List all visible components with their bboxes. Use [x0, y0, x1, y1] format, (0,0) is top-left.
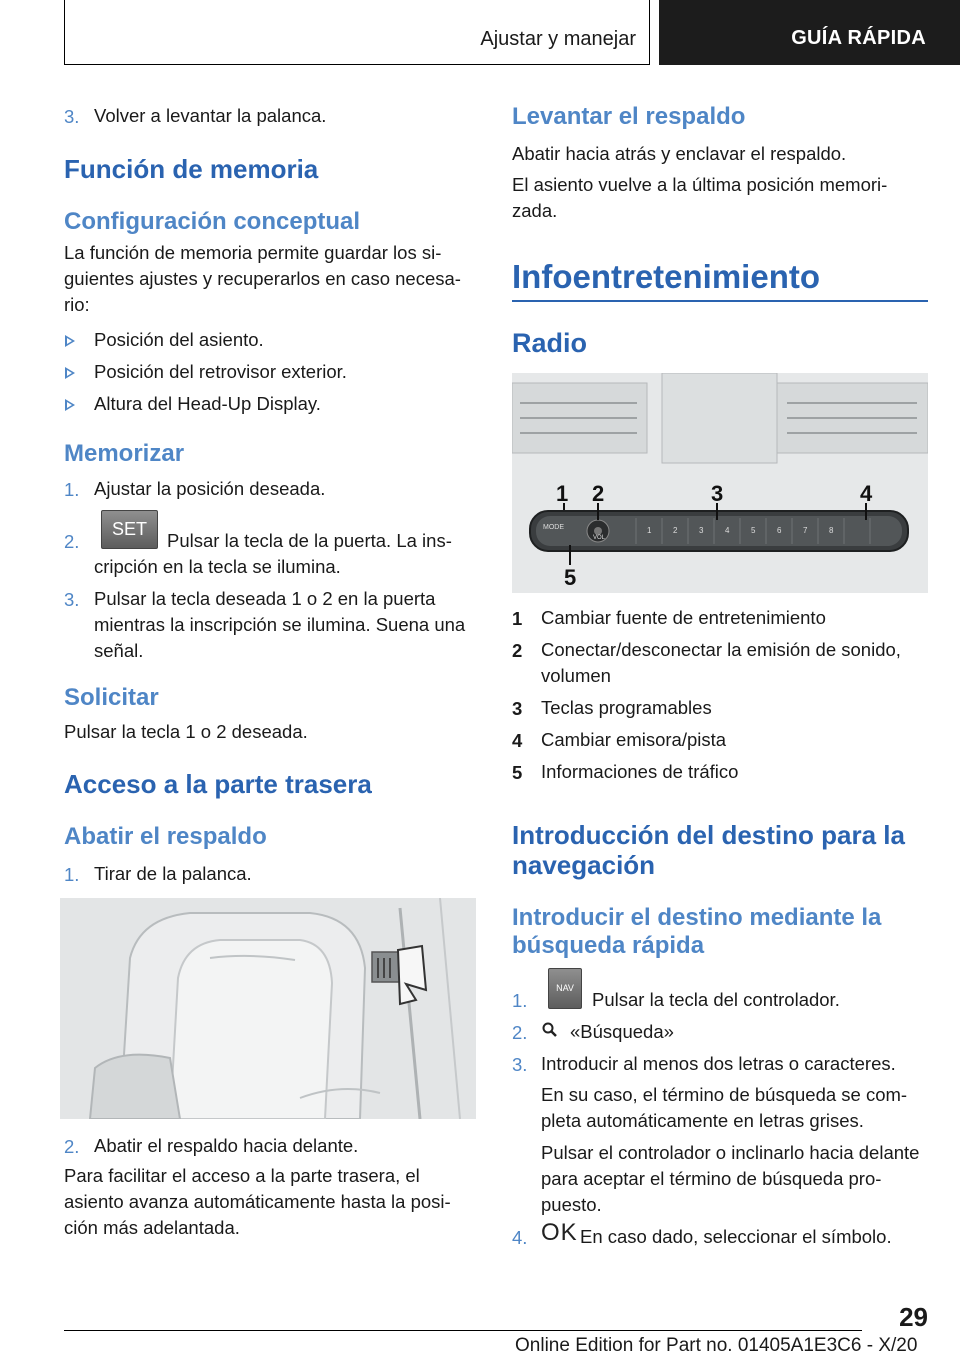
step-text: En su caso, el término de búsqueda se com‐	[541, 1084, 908, 1105]
header-tab[interactable]	[659, 0, 960, 65]
radio-callout: 1	[556, 481, 569, 506]
radio-callout: 2	[592, 481, 605, 506]
seat-illustration	[60, 898, 476, 1119]
step-text: En caso dado, seleccionar el símbolo.	[580, 1226, 892, 1247]
para-text-3: ción más adelantada.	[64, 1217, 240, 1238]
levantar-text-2a: El asiento vuelve a la última posición memori‐	[512, 174, 888, 195]
step-number: 3.	[64, 589, 80, 610]
para-text-2: asiento avanza automáticamente hasta la posi‐	[64, 1191, 451, 1212]
step-text: Pulsar el controlador o inclinarlo hacia delante	[541, 1142, 920, 1163]
step-text: cripción en la tecla se ilumina.	[94, 556, 341, 577]
panel-preset-label: 7	[803, 526, 808, 535]
subsection-title-abatir: Abatir el respaldo	[64, 823, 267, 850]
step-text: Pulsar la tecla del controlador.	[592, 989, 840, 1010]
footer-edition: Online Edition for Part no. 01405A1E3C6 - X/20	[515, 1335, 918, 1356]
step-number: 4.	[512, 1227, 528, 1248]
bullet-triangle-icon	[65, 335, 75, 347]
step-number: 2.	[64, 531, 80, 552]
radio-callout: 4	[860, 481, 873, 506]
step-text: señal.	[94, 640, 144, 661]
seat-photo	[60, 898, 476, 1119]
header-rule	[64, 64, 650, 65]
chapter-title-infoentretenimiento: Infoentretenimiento	[512, 258, 821, 295]
panel-preset-label: 2	[673, 526, 678, 535]
step-number: 1.	[512, 990, 528, 1011]
step-number: 3.	[64, 106, 80, 127]
panel-preset-label: 5	[751, 526, 756, 535]
header-tab-label: GUÍA RÁPIDA	[791, 27, 926, 49]
bullet-triangle-icon	[65, 399, 75, 411]
section-title-intro-2: navegación	[512, 850, 656, 880]
header-section-title: Ajustar y manejar	[480, 28, 636, 50]
step-number: 1.	[64, 479, 80, 500]
radio-panel-photo	[512, 373, 928, 593]
subsection-title-busqueda-2: búsqueda rápida	[512, 932, 705, 959]
step-number: 2.	[512, 1022, 528, 1043]
step-text: «Búsqueda»	[570, 1021, 674, 1042]
bullet-item: Altura del Head-Up Display.	[94, 393, 321, 414]
panel-preset-label: 8	[829, 526, 834, 535]
step-text: pleta automáticamente en letras grises.	[541, 1110, 864, 1131]
step-number: 2.	[64, 1136, 80, 1157]
bullet-item: Posición del asiento.	[94, 329, 264, 350]
section-title-acceso: Acceso a la parte trasera	[64, 769, 372, 799]
panel-preset-label: 3	[699, 526, 704, 535]
legend-text: volumen	[541, 665, 611, 686]
config-text-1: La función de memoria permite guardar los si‐	[64, 242, 442, 263]
step-text: mientras la inscripción se ilumina. Suena una	[94, 614, 466, 635]
levantar-text-1: Abatir hacia atrás y enclavar el respaldo.	[512, 143, 847, 164]
chapter-rule	[512, 300, 928, 302]
legend-text: Teclas programables	[541, 697, 712, 718]
legend-number: 4	[512, 730, 523, 751]
panel-label-mode: MODE	[543, 524, 564, 531]
subsection-title-memorizar: Memorizar	[64, 440, 185, 467]
legend-text: Cambiar emisora/pista	[541, 729, 727, 750]
legend-text: Cambiar fuente de entretenimiento	[541, 607, 826, 628]
legend-text: Conectar/desconectar la emisión de sonido,	[541, 639, 901, 660]
subsection-title-solicitar: Solicitar	[64, 684, 159, 711]
legend-number: 3	[512, 698, 523, 719]
config-text-3: rio:	[64, 294, 90, 315]
step-text: Pulsar la tecla de la puerta. La ins‐	[167, 530, 452, 551]
search-icon	[541, 1021, 559, 1039]
radio-callout: 5	[564, 565, 577, 590]
page-number: 29	[899, 1302, 928, 1332]
step-text: Volver a levantar la palanca.	[94, 105, 327, 126]
legend-number: 2	[512, 640, 523, 661]
para-text-1: Para facilitar el acceso a la parte trasera, el	[64, 1165, 420, 1186]
panel-preset-label: 6	[777, 526, 782, 535]
panel-preset-label: 4	[725, 526, 730, 535]
step-number: 3.	[512, 1054, 528, 1075]
ok-symbol-icon: OK	[541, 1219, 578, 1246]
step-text: Pulsar la tecla deseada 1 o 2 en la puerta	[94, 588, 436, 609]
step-text: para aceptar el término de búsqueda pro‐	[541, 1168, 882, 1189]
legend-number: 1	[512, 608, 523, 629]
step-text: puesto.	[541, 1194, 602, 1215]
step-text: Abatir el respaldo hacia delante.	[94, 1135, 359, 1156]
subsection-title-busqueda-1: Introducir el destino mediante la	[512, 904, 882, 931]
header-right-line	[649, 0, 650, 65]
footer-rule	[64, 1330, 862, 1331]
step-text: Ajustar la posición deseada.	[94, 478, 326, 499]
panel-label-vol: VOL	[593, 535, 606, 541]
config-text-2: guientes ajustes y recuperarlos en caso necesa‐	[64, 268, 461, 289]
subsection-title-config: Configuración conceptual	[64, 208, 361, 235]
radio-callout: 3	[711, 481, 724, 506]
step-text: Introducir al menos dos letras o caracteres.	[541, 1053, 896, 1074]
bullet-triangle-icon	[65, 367, 75, 379]
nav-key-icon: NAV	[548, 968, 582, 1009]
solicitar-text: Pulsar la tecla 1 o 2 deseada.	[64, 721, 308, 742]
section-title-memoria: Función de memoria	[64, 154, 319, 184]
subsection-title-levantar: Levantar el respaldo	[512, 103, 746, 130]
section-title-radio: Radio	[512, 328, 588, 358]
panel-preset-label: 1	[647, 526, 652, 535]
set-key-icon: SET	[101, 510, 158, 549]
legend-number: 5	[512, 762, 523, 783]
bullet-item: Posición del retrovisor exterior.	[94, 361, 347, 382]
step-text: Tirar de la palanca.	[94, 863, 252, 884]
levantar-text-2b: zada.	[512, 200, 558, 221]
section-title-intro-1: Introducción del destino para la	[512, 820, 905, 850]
step-number: 1.	[64, 864, 80, 885]
legend-text: Informaciones de tráfico	[541, 761, 739, 782]
